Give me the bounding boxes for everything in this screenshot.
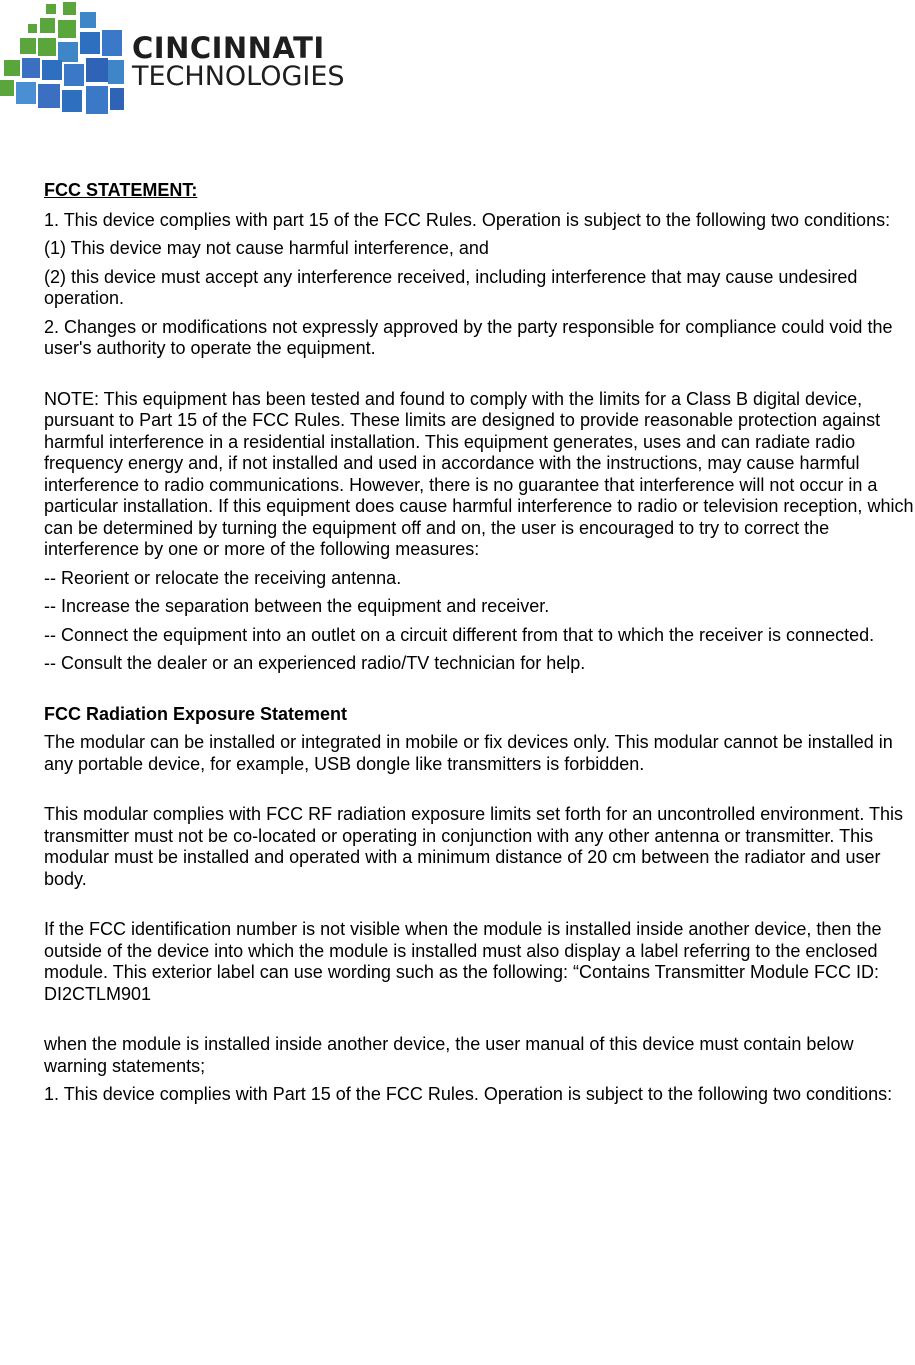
measure-item: -- Consult the dealer or an experienced radio/TV technician for help.	[44, 653, 586, 673]
fcc-statement-heading: FCC STATEMENT:	[44, 180, 198, 200]
radiation-para-2: This modular complies with FCC RF radiation exposure limits set forth for an uncontrolled environment. This transmitter must not be co-located or operating in conjunction with any other antenna or transmitter. This modular must be installed and operated with a minimum distance of 20 cm between the radiator and user body.	[44, 804, 904, 889]
fcc-condition-2: (2) this device must accept any interference received, including interference that may cause undesired operation.	[44, 266, 858, 308]
company-logo	[0, 0, 345, 120]
fcc-item-1: 1. This device complies with part 15 of the FCC Rules. Operation is subject to the following two conditions:	[44, 209, 891, 230]
logo-name-line1: CINCINNATI	[132, 31, 325, 65]
logo-mark-icon	[0, 0, 130, 120]
fcc-condition-1: (1) This device may not cause harmful interference, and	[44, 238, 489, 258]
measure-item: -- Reorient or relocate the receiving antenna.	[44, 567, 402, 588]
measure-item: -- Increase the separation between the equipment and receiver.	[44, 596, 550, 616]
radiation-para-5: 1. This device complies with Part 15 of the FCC Rules. Operation is subject to the following two conditions:	[44, 1084, 893, 1104]
logo-name-line2: TECHNOLOGIES	[132, 61, 345, 92]
radiation-heading: FCC Radiation Exposure Statement	[44, 703, 348, 724]
note-paragraph: NOTE: This equipment has been tested and found to comply with the limits for a Class B digital device, pursuant to Part 15 of the FCC Rules. These limits are designed to provide reasonable protection against harmful interference in a residential installation. This equipment generates, uses and can radiate radio frequency energy and, if not installed and used in accordance with the instructions, may cause harmful interference to radio communications. However, there is no guarantee that interference will not occur in a particular installation. If this equipment does cause harmful interference to radio or television reception, which can be determined by turning the equipment off and on, the user is encouraged to try to correct the interference by one or more of the following measures:	[44, 388, 914, 559]
logo-wordmark	[132, 31, 345, 92]
radiation-para-4: when the module is installed inside another device, the user manual of this device must contain below warning statements;	[44, 1034, 854, 1076]
radiation-para-1: The modular can be installed or integrated in mobile or fix devices only. This modular cannot be installed in any portable device, for example, USB dongle like transmitters is forbidden.	[44, 732, 893, 774]
measure-item: -- Connect the equipment into an outlet on a circuit different from that to which the receiver is connected.	[44, 624, 875, 645]
document-body	[44, 180, 915, 1106]
radiation-para-3: If the FCC identification number is not visible when the module is installed inside another device, then the outside of the device into which the module is installed must also display a label referring to the enclosed module. This exterior label can use wording such as the following: “Contains Transmitter Module FCC ID: DI2CTLM901	[44, 919, 882, 1004]
fcc-item-2: 2. Changes or modifications not expressly approved by the party responsible for compliance could void the user's authority to operate the equipment.	[44, 316, 893, 358]
